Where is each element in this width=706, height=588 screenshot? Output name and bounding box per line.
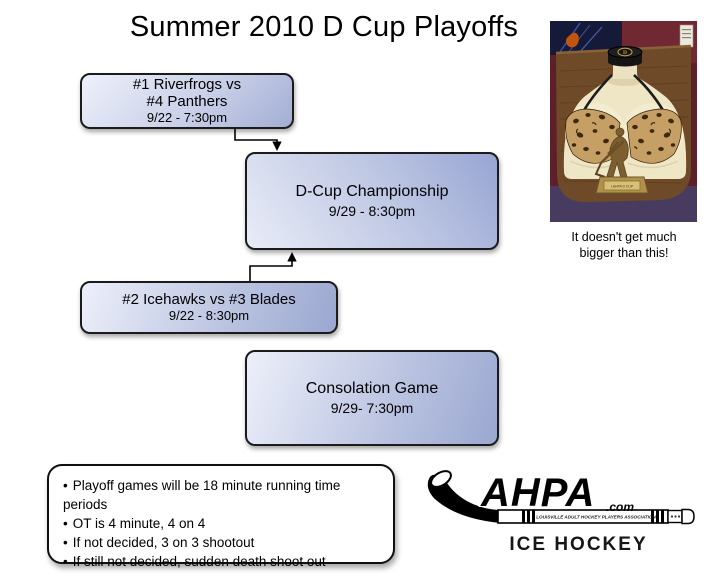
consolation-box: [245, 350, 499, 446]
matchup-teams-line1: #2 Icehawks vs #3 Blades: [122, 291, 296, 308]
bullet-icon: •: [63, 478, 68, 493]
championship-datetime: 9/29 - 8:30pm: [328, 203, 416, 219]
trophy-photo: [550, 21, 697, 222]
page-title: Summer 2010 D Cup Playoffs: [129, 11, 519, 43]
caption-line2: bigger than this!: [579, 246, 669, 260]
rule-text: Playoff games will be 18 minute running time periods: [63, 478, 341, 512]
background-sign: [680, 25, 693, 47]
matchup-teams-line1: #1 Riverfrogs vs: [132, 76, 242, 93]
logo-shaft-text: LOUISVILLE ADULT HOCKEY PLAYERS ASSOCIATION: [536, 514, 656, 520]
puck-icon: [608, 47, 642, 67]
matchup-datetime: 9/22 - 7:30pm: [146, 110, 228, 125]
trophy-base: [596, 177, 648, 193]
bullet-icon: •: [63, 535, 68, 550]
arrowhead-down-icon: [272, 142, 281, 152]
trophy-caption: [546, 229, 702, 261]
championship-title: D-Cup Championship: [295, 183, 449, 200]
rule-item: [63, 514, 381, 533]
rule-item: [63, 476, 381, 514]
puck-letter: D: [623, 50, 627, 57]
consolation-title: Consolation Game: [305, 380, 439, 397]
matchup-teams-line2: #4 Panthers: [146, 93, 228, 110]
hockey-stick-icon: [424, 468, 706, 532]
rule-text: If still not decided, sudden death shoot out: [72, 554, 326, 569]
logo-tagline: ICE HOCKEY: [509, 534, 648, 555]
logo-suffix: .com: [606, 500, 635, 514]
rules-note-box: [47, 464, 395, 569]
logo-wordmark: AHPA: [481, 471, 596, 515]
rule-item: [63, 533, 381, 552]
bullet-icon: •: [63, 516, 68, 531]
matchup-datetime: 9/22 - 8:30pm: [168, 308, 250, 323]
rule-item: [63, 552, 381, 571]
connector-semi1-to-final: [235, 127, 277, 143]
consolation-datetime: 9/29- 7:30pm: [330, 400, 414, 416]
matchup-box-semifinal-2: [80, 281, 338, 334]
caption-line1: It doesn't get much: [571, 230, 677, 244]
trophy-plaque-text: LAHPA D CUP: [610, 184, 634, 189]
rule-text: If not decided, 3 on 3 shootout: [72, 535, 255, 550]
rule-text: OT is 4 minute, 4 on 4: [72, 516, 206, 531]
championship-box: [245, 152, 499, 250]
ahpa-logo: [424, 468, 706, 568]
connector-semi2-to-final: [250, 261, 292, 282]
matchup-box-semifinal-1: [80, 73, 294, 129]
arrowhead-up-icon: [287, 252, 296, 262]
bullet-icon: •: [63, 554, 68, 569]
